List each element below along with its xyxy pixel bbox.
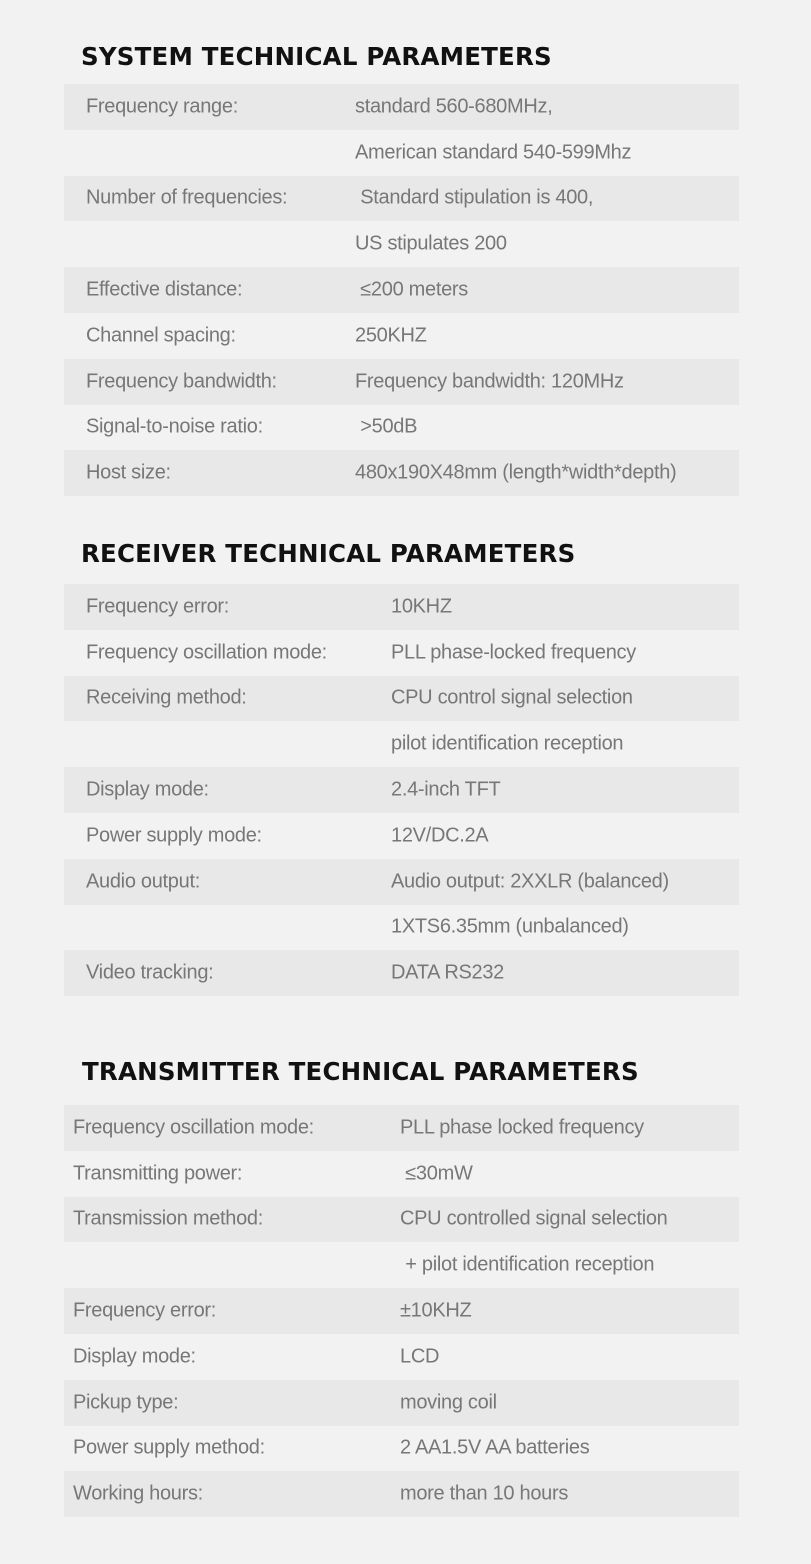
table-row bbox=[64, 267, 739, 313]
parameter-value: PLL phase locked frequency bbox=[400, 1116, 644, 1139]
parameter-value: American standard 540-599Mhz bbox=[355, 141, 632, 164]
table-row bbox=[64, 950, 739, 996]
table-row bbox=[64, 1105, 739, 1151]
parameter-value: >50dB bbox=[355, 415, 418, 438]
parameter-label: Transmission method: bbox=[73, 1207, 263, 1230]
table-row bbox=[64, 1426, 739, 1472]
table-row bbox=[64, 313, 739, 359]
table-row bbox=[64, 584, 739, 630]
table-row bbox=[64, 1471, 739, 1517]
table-row bbox=[64, 859, 739, 905]
table-row bbox=[64, 176, 739, 222]
table-row bbox=[64, 767, 739, 813]
table-row bbox=[64, 359, 739, 405]
parameter-value: DATA RS232 bbox=[391, 961, 504, 984]
parameter-label: Frequency oscillation mode: bbox=[73, 1116, 314, 1139]
table-row bbox=[64, 84, 739, 130]
parameter-table bbox=[64, 84, 739, 496]
parameter-label: Audio output: bbox=[86, 870, 200, 893]
parameter-label: Video tracking: bbox=[86, 961, 214, 984]
parameter-label: Power supply method: bbox=[73, 1436, 265, 1459]
parameter-value: pilot identification reception bbox=[391, 732, 624, 755]
parameter-value: ±10KHZ bbox=[400, 1299, 472, 1322]
table-row bbox=[64, 1380, 739, 1426]
parameter-label: Frequency error: bbox=[86, 595, 230, 618]
table-row bbox=[64, 721, 739, 767]
parameter-value: CPU controlled signal selection bbox=[400, 1207, 668, 1230]
parameter-label: Number of frequencies: bbox=[86, 186, 288, 209]
section-title: RECEIVER TECHNICAL PARAMETERS bbox=[81, 539, 576, 568]
section-title: TRANSMITTER TECHNICAL PARAMETERS bbox=[82, 1057, 639, 1086]
parameter-table bbox=[64, 584, 739, 996]
table-row bbox=[64, 1334, 739, 1380]
parameter-label: Power supply mode: bbox=[86, 824, 262, 847]
table-row bbox=[64, 1197, 739, 1243]
parameter-value: 12V/DC.2A bbox=[391, 824, 489, 847]
table-row bbox=[64, 405, 739, 451]
parameter-table bbox=[64, 1105, 739, 1517]
parameter-value: PLL phase-locked frequency bbox=[391, 641, 636, 664]
parameter-value: 10KHZ bbox=[391, 595, 452, 618]
table-row bbox=[64, 1288, 739, 1334]
parameter-label: Transmitting power: bbox=[73, 1162, 243, 1185]
parameter-label: Frequency bandwidth: bbox=[86, 370, 277, 393]
parameter-value: standard 560-680MHz, bbox=[355, 95, 553, 118]
parameter-label: Display mode: bbox=[86, 778, 209, 801]
parameter-value: + pilot identification reception bbox=[400, 1253, 655, 1276]
parameter-value: ≤200 meters bbox=[355, 278, 468, 301]
parameter-value: 2.4-inch TFT bbox=[391, 778, 501, 801]
parameter-label: Pickup type: bbox=[73, 1391, 179, 1414]
table-row bbox=[64, 130, 739, 176]
parameter-value: 2 AA1.5V AA batteries bbox=[400, 1436, 590, 1459]
parameter-label: Frequency error: bbox=[73, 1299, 217, 1322]
parameter-label: Working hours: bbox=[73, 1482, 203, 1505]
parameter-label: Frequency range: bbox=[86, 95, 238, 118]
parameter-label: Channel spacing: bbox=[86, 324, 236, 347]
parameter-value: LCD bbox=[400, 1345, 440, 1368]
table-row bbox=[64, 221, 739, 267]
table-row bbox=[64, 813, 739, 859]
parameter-value: more than 10 hours bbox=[400, 1482, 569, 1505]
parameter-value: 1XTS6.35mm (unbalanced) bbox=[391, 915, 629, 938]
table-row bbox=[64, 1151, 739, 1197]
parameter-value: 250KHZ bbox=[355, 324, 427, 347]
table-row bbox=[64, 630, 739, 676]
parameter-label: Frequency oscillation mode: bbox=[86, 641, 327, 664]
parameter-value: Frequency bandwidth: 120MHz bbox=[355, 370, 624, 393]
parameter-label: Receiving method: bbox=[86, 686, 247, 709]
parameter-value: ≤30mW bbox=[400, 1162, 473, 1185]
parameter-label: Effective distance: bbox=[86, 278, 243, 301]
parameter-value: 480x190X48mm (length*width*depth) bbox=[355, 461, 677, 484]
parameter-label: Signal-to-noise ratio: bbox=[86, 415, 263, 438]
table-row bbox=[64, 905, 739, 951]
parameter-value: moving coil bbox=[400, 1391, 497, 1414]
parameter-value: US stipulates 200 bbox=[355, 232, 507, 255]
section-title: SYSTEM TECHNICAL PARAMETERS bbox=[81, 42, 552, 71]
parameter-value: Standard stipulation is 400, bbox=[355, 186, 594, 209]
parameter-label: Display mode: bbox=[73, 1345, 196, 1368]
parameter-value: Audio output: 2XXLR (balanced) bbox=[391, 870, 669, 893]
parameter-value: CPU control signal selection bbox=[391, 686, 633, 709]
table-row bbox=[64, 450, 739, 496]
table-row bbox=[64, 1242, 739, 1288]
table-row bbox=[64, 676, 739, 722]
parameter-label: Host size: bbox=[86, 461, 171, 484]
